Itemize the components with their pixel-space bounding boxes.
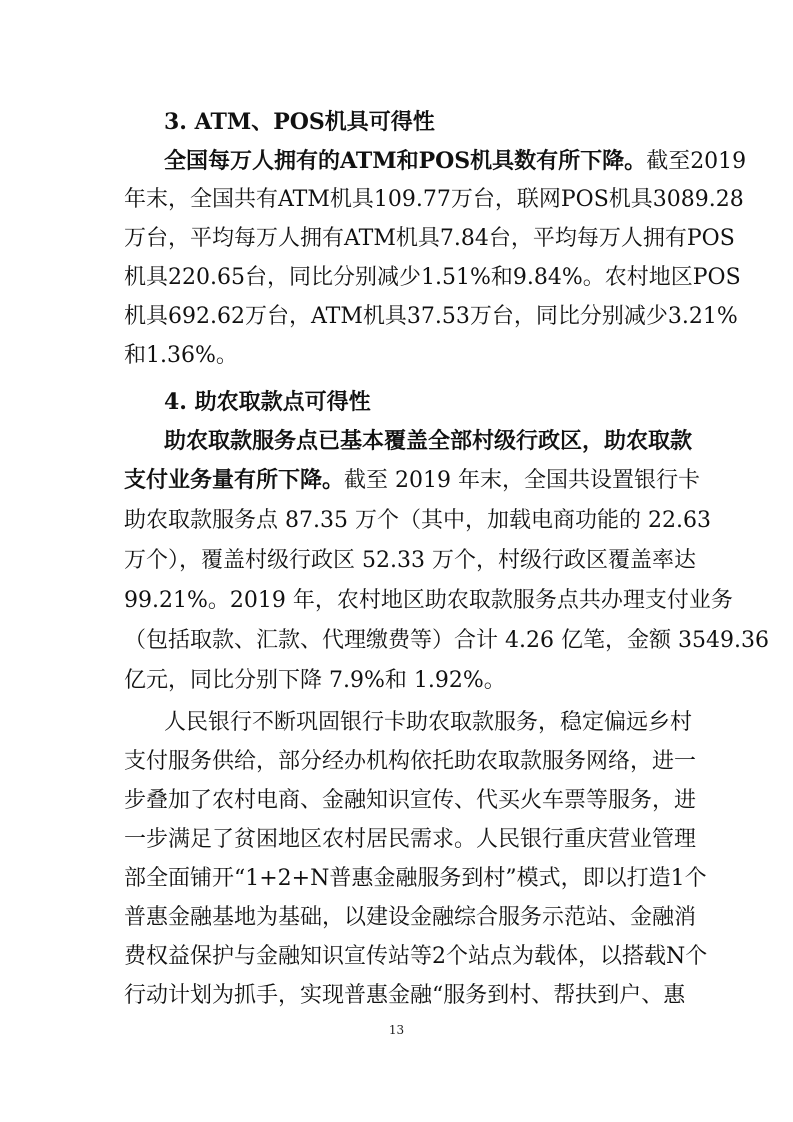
section-3-heading: 3. ATM、POS机具可得性 [164, 109, 435, 135]
section-4-line-3: 助农取款服务点 87.35 万个（其中，加载电商功能的 22.63 [124, 508, 711, 533]
paragraph-3-line-1: 人民银行不断巩固银行卡助农取款服务，稳定偏远乡村 [164, 710, 693, 735]
section-4-heading: 4. 助农取款点可得性 [164, 389, 371, 415]
paragraph-3-line-4: 一步满足了贫困地区农村居民需求。人民银行重庆营业管理 [124, 827, 697, 852]
paragraph-3-line-7: 费权益保护与金融知识宣传站等2个站点为载体，以搭载N个 [124, 944, 708, 969]
section-3-line-5: 机具692.62万台，ATM机具37.53万台，同比分别减少3.21% [124, 304, 738, 329]
section-4-line-4: 万个），覆盖村级行政区 52.33 万个，村级行政区覆盖率达 [124, 548, 696, 573]
section-4-line-5: 99.21%。2019 年，农村地区助农取款服务点共办理支付业务 [124, 588, 733, 613]
section-3-lead: 全国每万人拥有的ATM和POS机具数有所下降。 [164, 148, 647, 174]
section-3-text: 截至2019 [646, 149, 747, 174]
section-3-line-6: 和1.36%。 [124, 343, 238, 368]
paragraph-3-line-6: 普惠金融基地为基础，以建设金融综合服务示范站、金融消 [124, 905, 697, 930]
paragraph-3-line-2: 支付服务供给，部分经办机构依托助农取款服务网络，进一 [124, 749, 697, 774]
section-3-line-2: 年末，全国共有ATM机具109.77万台，联网POS机具3089.28 [124, 187, 744, 212]
section-4-text: 截至 2019 年末，全国共设置银行卡 [344, 468, 700, 493]
section-3-line-4: 机具220.65台，同比分别减少1.51%和9.84%。农村地区POS [124, 265, 741, 290]
section-4-line-6: （包括取款、汇款、代理缴费等）合计 4.26 亿笔，金额 3549.36 [124, 628, 769, 653]
page-number: 13 [388, 1023, 405, 1037]
section-4-line-2 [124, 462, 700, 498]
section-3-line-1 [164, 143, 747, 179]
section-4-lead-2: 支付业务量有所下降。 [124, 467, 345, 493]
section-4-line-7: 亿元，同比分别下降 7.9%和 1.92%。 [124, 668, 506, 693]
paragraph-3-line-8: 行动计划为抓手，实现普惠金融“服务到村、帮扶到户、惠 [124, 983, 686, 1008]
paragraph-3-line-3: 步叠加了农村电商、金融知识宣传、代买火车票等服务，进 [124, 788, 697, 813]
section-4-lead-line-1: 助农取款服务点已基本覆盖全部村级行政区，助农取款 [164, 428, 693, 454]
section-3-line-3: 万台，平均每万人拥有ATM机具7.84台，平均每万人拥有POS [124, 226, 735, 251]
paragraph-3-line-5: 部全面铺开“1+2+N普惠金融服务到村”模式，即以打造1个 [124, 866, 707, 891]
